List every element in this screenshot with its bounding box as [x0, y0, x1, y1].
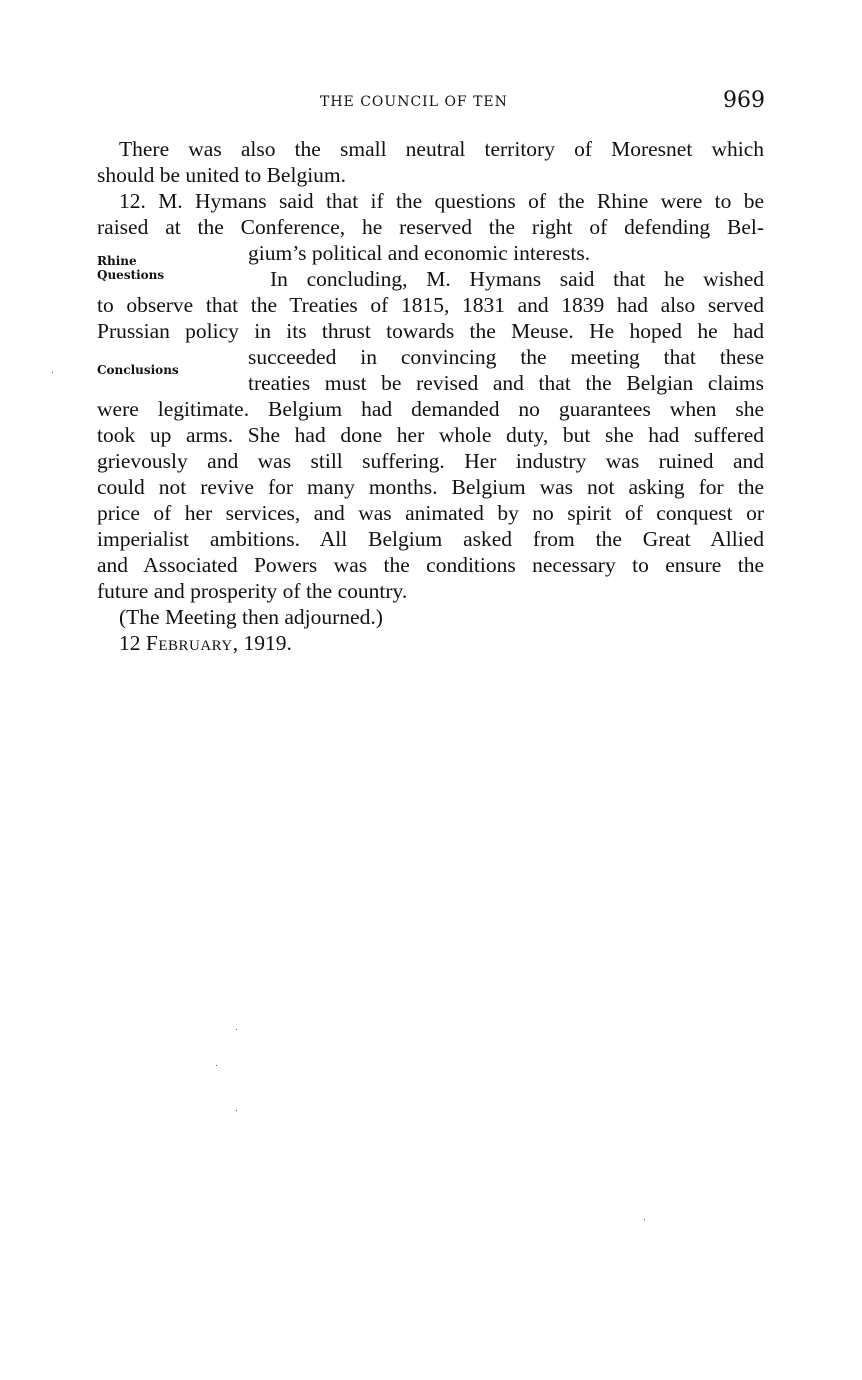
margin-note-conclusions: Conclusions — [97, 363, 179, 377]
text-line: and Associated Powers was the conditions necessary to ensure the — [97, 553, 764, 577]
margin-note-rhine-line2: Questions — [97, 268, 165, 282]
text-line: 12. M. Hymans said that if the questions of the Rhine were to be — [119, 189, 764, 213]
paragraph-conclusions — [97, 266, 764, 604]
text-line: should be united to Belgium. — [97, 163, 347, 187]
text-line: price of her services, and was animated by no spirit of conquest or — [97, 501, 764, 525]
paragraph-adjourned — [97, 604, 764, 630]
scan-speck — [236, 1029, 237, 1030]
dateline-text — [97, 630, 764, 656]
scan-speck — [216, 1065, 217, 1066]
dateline-year: , 1919. — [232, 631, 292, 655]
text-line: imperialist ambitions. All Belgium asked from the Great Allied — [97, 527, 764, 551]
body-text — [97, 136, 764, 656]
text-line: raised at the Conference, he reserved the right of defending Bel- — [97, 215, 764, 239]
text-line: future and prosperity of the country. — [97, 579, 408, 603]
text-line: (The Meeting then adjourned.) — [119, 605, 383, 629]
dateline — [97, 630, 764, 656]
scan-speck — [52, 372, 53, 373]
margin-note-rhine-line1: Rhine — [97, 254, 137, 268]
text-line: took up arms. She had done her whole duty, but she had suffered — [97, 423, 764, 447]
text-line: treaties must be revised and that the Belgian claims — [248, 371, 764, 395]
text-line: grievously and was still suffering. Her industry was ruined and — [97, 449, 764, 473]
text-line: were legitimate. Belgium had demanded no guarantees when she — [97, 397, 764, 421]
paragraph-rhine — [97, 188, 764, 266]
text-line: Prussian policy in its thrust towards the Meuse. He hoped he had — [97, 319, 764, 343]
scan-speck — [644, 1219, 645, 1220]
page-number: 969 — [723, 88, 765, 113]
dateline-month: February — [145, 631, 233, 655]
running-title: THE COUNCIL OF TEN — [320, 94, 508, 110]
dateline-day: 12 — [119, 631, 141, 655]
text-line: to observe that the Treaties of 1815, 1831 and 1839 had also served — [97, 293, 764, 317]
text-line: succeeded in convincing the meeting that these — [248, 345, 764, 369]
text-line: In concluding, M. Hymans said that he wished — [270, 267, 764, 291]
text-line: gium’s political and economic interests. — [248, 241, 591, 265]
text-line: There was also the small neutral territory of Moresnet which — [119, 137, 764, 161]
scan-speck — [236, 1110, 237, 1111]
paragraph-moresnet — [97, 136, 764, 188]
text-line: could not revive for many months. Belgium was not asking for the — [97, 475, 764, 499]
